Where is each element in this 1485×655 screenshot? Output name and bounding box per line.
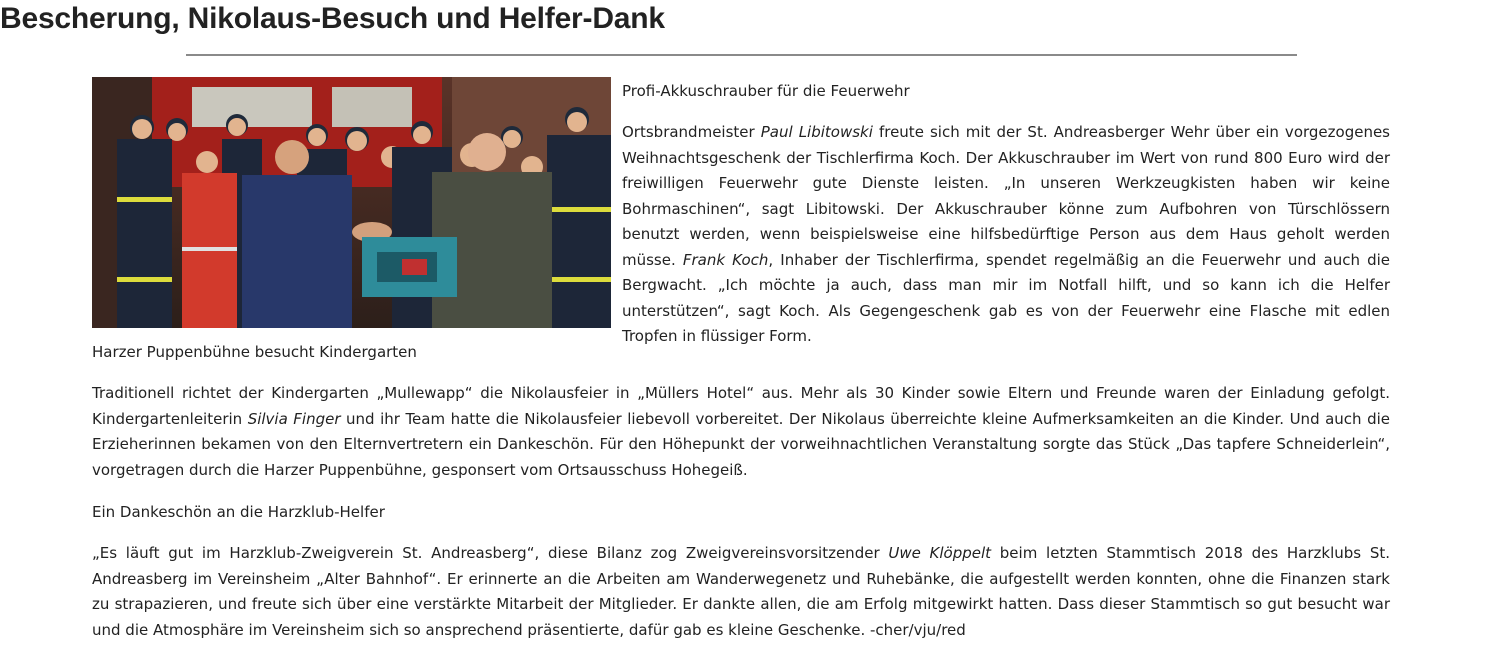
fire-brigade-photo — [92, 77, 611, 328]
person-name: Uwe Klöppelt — [888, 544, 992, 562]
paragraph-text: freute sich mit der St. Andreasberger Wehr über ein vorgezogenes Weihnachtsgeschenk der Tischlerfirma Koch. Der Akkuschrauber im Wert von rund 800 Euro wird der freiwilligen Feuerwehr gute Dienste leisten. „In unseren Werkzeugkisten haben wir keine Bohrmaschinen“, sagt Libitowski. Der Akkuschrauber könne zum Aufbohren von Türschlössern benutzt werden, wenn beispielsweise eine hilfsbedürftige Person aus dem Haus geholt werden müsse. — [622, 123, 1390, 269]
paragraph-text: beim letzten Stammtisch 2018 des Harzklubs St. Andreasberg im Vereinsheim „Alter Bahnhof“. Er erinnerte an die Arbeiten am Wanderwegenetz und Ruhebänke, die aufgestellt werden konnten, ohne die Finanzen stark zu strapazieren, und freute sich über eine verstärkte Mitarbeit der Mitglieder. Er dankte allen, die am Erfolg mitgewirkt hatten. Dass dieser Stammtisch so gut besucht war und die Atmosphäre im Vereinsheim sich so ansprechend präsentierte, dafür gab es kleine Geschenke. -cher/vju/red — [92, 544, 1391, 639]
paragraph-text: und ihr Team hatte die Nikolausfeier liebevoll vorbereitet. Der Nikolaus überreichte kleine Aufmerksamkeiten an die Kinder. Und auch die Erzieherinnen bekamen von den Elternvertretern ein Dankeschön. Für den Höhepunkt der vorweihnachtlichen Veranstaltung sorgte das Stück „Das tapfere Schneiderlein“, vorgetragen durch die Harzer Puppenbühne, gesponsert vom Ortsausschuss Hohegeiß. — [92, 409, 1390, 479]
paragraph-text: Traditionell richtet der Kindergarten „Mullewapp“ die Nikolausfeier in „Müllers Hotel“ aus. Mehr als 30 Kinder sowie Eltern und Freunde waren der Einladung gefolgt. Kindergartenleiterin — [92, 384, 1390, 428]
subheading-kindergarten: Harzer Puppenbühne besucht Kindergarten — [92, 343, 417, 361]
subheading-fire-brigade: Profi-Akkuschrauber für die Feuerwehr — [622, 82, 910, 100]
paragraph-kindergarten — [92, 381, 1390, 483]
paragraph-fire-brigade — [622, 120, 1390, 350]
person-name: Silvia Finger — [247, 409, 341, 428]
paragraph-text: Ortsbrandmeister — [622, 123, 761, 141]
article-headline: Bescherung, Nikolaus-Besuch und Helfer-Dank — [0, 2, 665, 35]
person-name: Frank Koch — [682, 250, 769, 269]
subheading-harzklub: Ein Dankeschön an die Harzklub-Helfer — [92, 503, 385, 521]
paragraph-text: , Inhaber der Tischlerfirma, spendet regelmäßig an die Feuerwehr und auch die Bergwacht. „Ich möchte ja auch, dass man mir im Notfall hilft, und so kann ich die Helfer unterstützen“, sagt Koch. Als Gegengeschenk gab es von der Feuerwehr eine Flasche mit edlen Tropfen in flüssiger Form. — [622, 250, 1390, 345]
paragraph-text: „Es läuft gut im Harzklub-Zweigverein St. Andreasberg“, diese Bilanz zog Zweigvereinsvorsitzender — [92, 544, 889, 562]
person-name: Paul Libitowski — [760, 123, 873, 141]
headline-divider — [186, 54, 1297, 56]
paragraph-harzklub — [92, 541, 1390, 643]
